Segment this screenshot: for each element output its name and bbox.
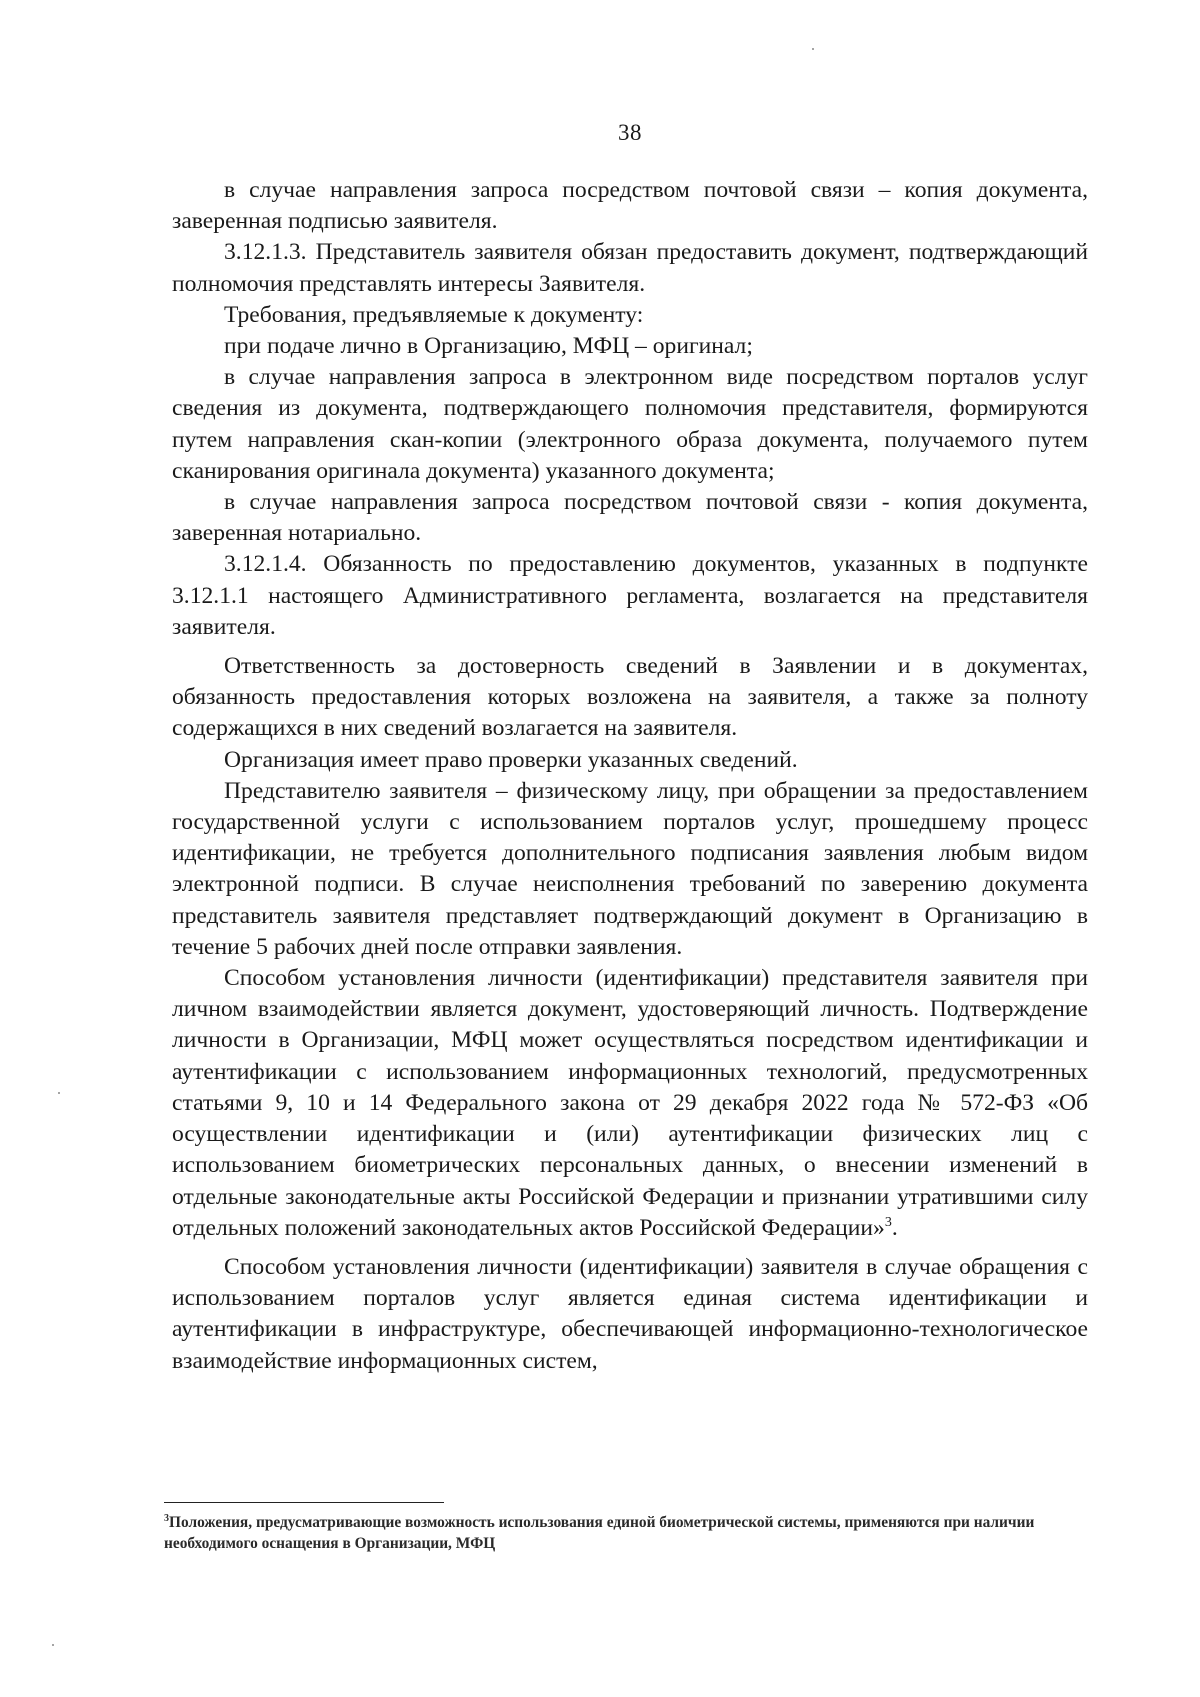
paragraph-suffix: . — [891, 1214, 898, 1241]
paragraph: в случае направления запроса посредством почтовой связи - копия документа, заверенная нотариально. — [172, 489, 1088, 547]
scan-speck — [58, 1092, 60, 1094]
footnote-text: Положения, предусматривающие возможность использования единой биометрической системы, применяются при наличии необходимого оснащения в Организации, МФЦ — [164, 1514, 1035, 1552]
paragraph: в случае направления запроса посредством почтовой связи – копия документа, заверенная подписью заявителя. — [172, 177, 1088, 235]
paragraph: Требования, предъявляемые к документу: — [224, 301, 644, 328]
footnote-marker: 3 — [164, 1512, 169, 1524]
paragraph: Способом установления личности (идентификации) заявителя в случае обращения с использованием порталов услуг является единая система идентификации и аутентификации в инфраструктуре, обеспечивающей информационно-технологическое взаимодействие информационных систем, — [172, 1253, 1088, 1374]
paragraph: Ответственность за достоверность сведений в Заявлении и в документах, обязанность предоставления которых возложена на заявителя, а также за полноту содержащихся в них сведений возлагается на заявителя. — [172, 653, 1088, 742]
paragraph: 3.12.1.4. Обязанность по предоставлению документов, указанных в подпункте 3.12.1.1 настоящего Административного регламента, возлагается на представителя заявителя. — [172, 551, 1088, 640]
paragraph: Организация имеет право проверки указанных сведений. — [224, 746, 798, 773]
paragraph: при подаче лично в Организацию, МФЦ – оригинал; — [224, 333, 753, 360]
scan-speck — [52, 1644, 54, 1646]
paragraph: Представителю заявителя – физическому лицу, при обращении за предоставлением государственной услуги с использованием порталов услуг, прошедшему процесс идентификации, не требуется дополнительного подписания заявления любым видом электронной подписи. В случае неисполнения требований по заверению документа представитель заявителя представляет подтверждающий документ в Организацию в течение 5 рабочих дней после отправки заявления. — [172, 777, 1088, 960]
scan-speck — [812, 48, 814, 50]
page-number: 38 — [618, 120, 642, 145]
paragraph: в случае направления запроса в электронном виде посредством порталов услуг сведения из документа, подтверждающего полномочия представителя, формируются путем направления скан-копии (электронного образа документа, получаемого путем сканирования оригинала документа) указанного документа; — [172, 364, 1088, 484]
paragraph-with-footnote — [172, 963, 1088, 1244]
paragraph-text: Способом установления личности (идентификации) представителя заявителя при личном взаимодействии является документ, удостоверяющий личность. Подтверждение личности в Организации, МФЦ может осуществляться посредством идентификации и аутентификации с использованием информационных технологий, предусмотренных статьями 9, 10 и 14 Федерального закона от 29 декабря 2022 года № 572-ФЗ «Об осуществлении идентификации и (или) аутентификации физических лиц с использованием биометрических персональных данных, о внесении изменений в отдельные законодательные акты Российской Федерации и признании утратившими силу отдельных положений законодательных актов Российской Федерации» — [172, 965, 1088, 1241]
footnote — [164, 1512, 1084, 1554]
footnote-reference[interactable]: 3 — [884, 1214, 892, 1230]
paragraph: 3.12.1.3. Представитель заявителя обязан предоставить документ, подтверждающий полномочия представлять интересы Заявителя. — [172, 239, 1088, 297]
document-body — [172, 175, 1088, 1377]
footnote-separator — [164, 1502, 444, 1503]
